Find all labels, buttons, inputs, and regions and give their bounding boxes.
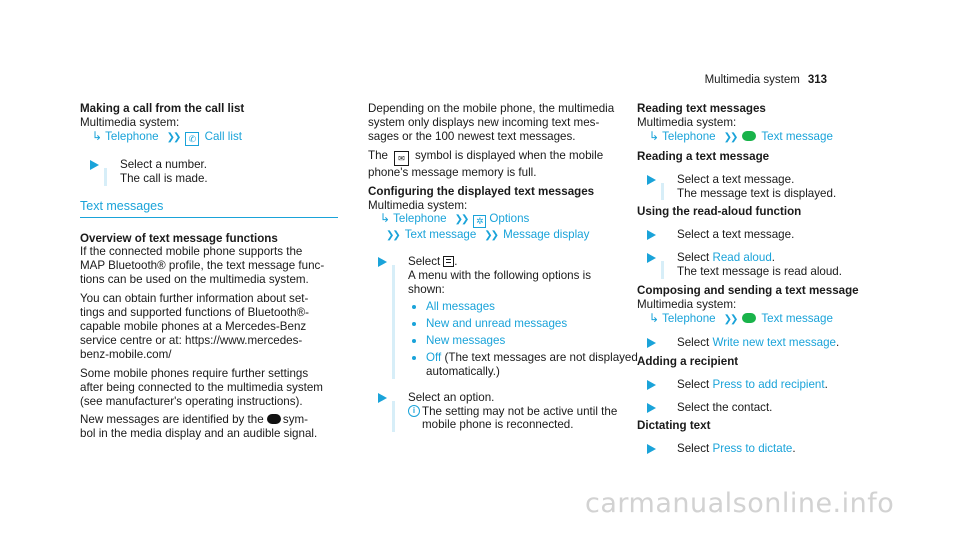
page-number: 313 [807,74,827,86]
path-telephone[interactable]: Telephone [662,311,716,325]
read-aloud-link[interactable]: Read aloud [712,251,772,265]
step-note: A menu with the following options is shown: [408,269,592,297]
text-line: tions can be used on the multimedia system. [80,273,309,287]
write-new-link[interactable]: Write new text message [712,335,836,349]
option-item[interactable]: All messages [408,300,626,314]
step-arrow-icon [90,160,99,170]
menu-path [637,312,895,327]
step [368,391,626,433]
chevron-icon: ❯❯ [484,230,498,242]
step: Select Press to add recipient. [637,378,895,392]
text-line: after being connected to the multimedia system [80,380,323,394]
text-line: automatically.) [426,364,500,378]
step-arrow-icon [647,230,656,240]
path-call-list[interactable]: Call list [204,129,242,143]
option-item-off: Off (The text messages are not displayed [408,351,626,365]
page-header [705,74,827,88]
text-line: system only displays new incoming text mes- [368,115,600,129]
text-line: service centre or at: https://www.mercedes- [80,333,303,347]
text-line: MAP Bluetooth® profile, the text message func- [80,259,325,273]
add-recipient-link[interactable]: Press to add recipient [712,377,825,391]
text-line: If the connected mobile phone supports the [80,245,303,259]
step-arrow-icon [647,403,656,413]
path-options[interactable]: Options [489,212,530,226]
header-section: Multimedia system [704,74,800,86]
text-line: You can obtain further information about set- [80,292,309,306]
step-result: The call is made. [120,171,208,185]
chevron-icon: ❯❯ [386,230,399,242]
text-line: phone's message memory is full. [368,165,537,179]
compose-heading: Composing and sending a text message [637,284,859,298]
chevron-icon: ❯❯ [166,131,180,143]
path-text-message[interactable]: Text message [761,311,833,325]
configure-heading: Configuring the displayed text messages [368,184,595,198]
step: Select the contact. [637,401,895,415]
step-arrow-icon [647,444,656,454]
system-label: Multimedia system: [637,297,737,311]
message-icon [742,313,756,323]
text-line: New messages are identified by the sym- [80,413,309,427]
step-arrow-icon [647,253,656,263]
step-arrow-icon [647,380,656,390]
menu-path [80,130,338,146]
watermark: carmanualsonline.info [585,488,895,519]
system-label: Multimedia system: [637,115,737,129]
path-arrow-icon: ↳ [92,128,103,143]
read-aloud-heading: Using the read-aloud function [637,205,802,219]
reading-one-heading: Reading a text message [637,149,770,163]
step-arrow-icon [378,393,387,403]
system-label: Multimedia system: [80,115,180,129]
text-line: Depending on the mobile phone, the multimedia [368,102,615,115]
info-icon: i [408,405,420,417]
text-line: Some mobile phones require further settings [80,366,309,380]
call-list-heading: Making a call from the call list [80,102,245,115]
text-line: sages or the 100 newest text messages. [368,129,576,143]
step: Select Press to dictate. [637,442,895,456]
overview-heading: Overview of text message functions [80,231,278,245]
step: Select Write new text message. [637,336,895,350]
text-line: capable mobile phones at a Mercedes-Benz [80,319,307,333]
step-arrow-icon [647,175,656,185]
step: Select a text message. [637,228,895,242]
path-telephone[interactable]: Telephone [105,129,159,143]
memory-full-icon: ✉ [394,151,409,166]
recipient-heading: Adding a recipient [637,354,739,368]
step: Select Read aloud. The text message is read aloud. [637,251,895,279]
step: Select a text message. The message text is displayed. [637,173,895,201]
reading-heading: Reading text messages [637,102,766,115]
path-text-message[interactable]: Text message [761,129,833,143]
menu-icon [443,256,454,267]
path-telephone[interactable]: Telephone [662,129,716,143]
step-arrow-icon [378,257,387,267]
dictate-link[interactable]: Press to dictate [712,442,793,456]
step-arrow-icon [647,338,656,348]
chevron-icon: ❯❯ [723,131,737,143]
text-line: bol in the media display and an audible signal. [80,427,318,441]
step: Select . A menu with the following options is shown: All messages New and unread messages New messages Off (The text messages are not displayed automatically.) [368,255,626,378]
text-line: benz-mobile.com/ [80,347,172,361]
text-line: (see manufacturer's operating instructions). [80,394,303,408]
text-line: The ✉ symbol is displayed when the mobile [368,149,626,166]
path-arrow-icon: ↳ [649,310,660,325]
message-icon [742,131,756,141]
chevron-icon: ❯❯ [723,313,737,325]
system-label: Multimedia system: [368,198,468,212]
menu-path-cont [368,228,626,243]
section-title: Text messages [80,200,338,218]
option-item[interactable]: New messages [408,334,626,348]
path-telephone[interactable]: Telephone [393,212,447,226]
text-line: tings and supported functions of Bluetooth®- [80,306,309,320]
column-2 [368,102,638,432]
step-text: Select an option. [408,390,495,404]
gear-icon: ✲ [473,215,486,228]
path-arrow-icon: ↳ [380,211,391,226]
menu-path [637,130,895,145]
chevron-icon: ❯❯ [454,214,468,226]
menu-path [368,212,626,228]
path-message-display[interactable]: Message display [503,228,590,242]
step [80,158,338,186]
dictating-heading: Dictating text [637,419,711,433]
column-1 [80,102,338,441]
phone-icon: ✆ [185,132,199,146]
step-text: Select a number. [120,157,208,171]
info-note: i The setting may not be active until the mobile phone is reconnected. [408,405,626,433]
option-item[interactable]: New and unread messages [408,317,626,331]
path-arrow-icon: ↳ [649,128,660,143]
column-3 [637,102,895,456]
path-text-message[interactable]: Text message [404,228,477,242]
message-icon [267,414,281,424]
